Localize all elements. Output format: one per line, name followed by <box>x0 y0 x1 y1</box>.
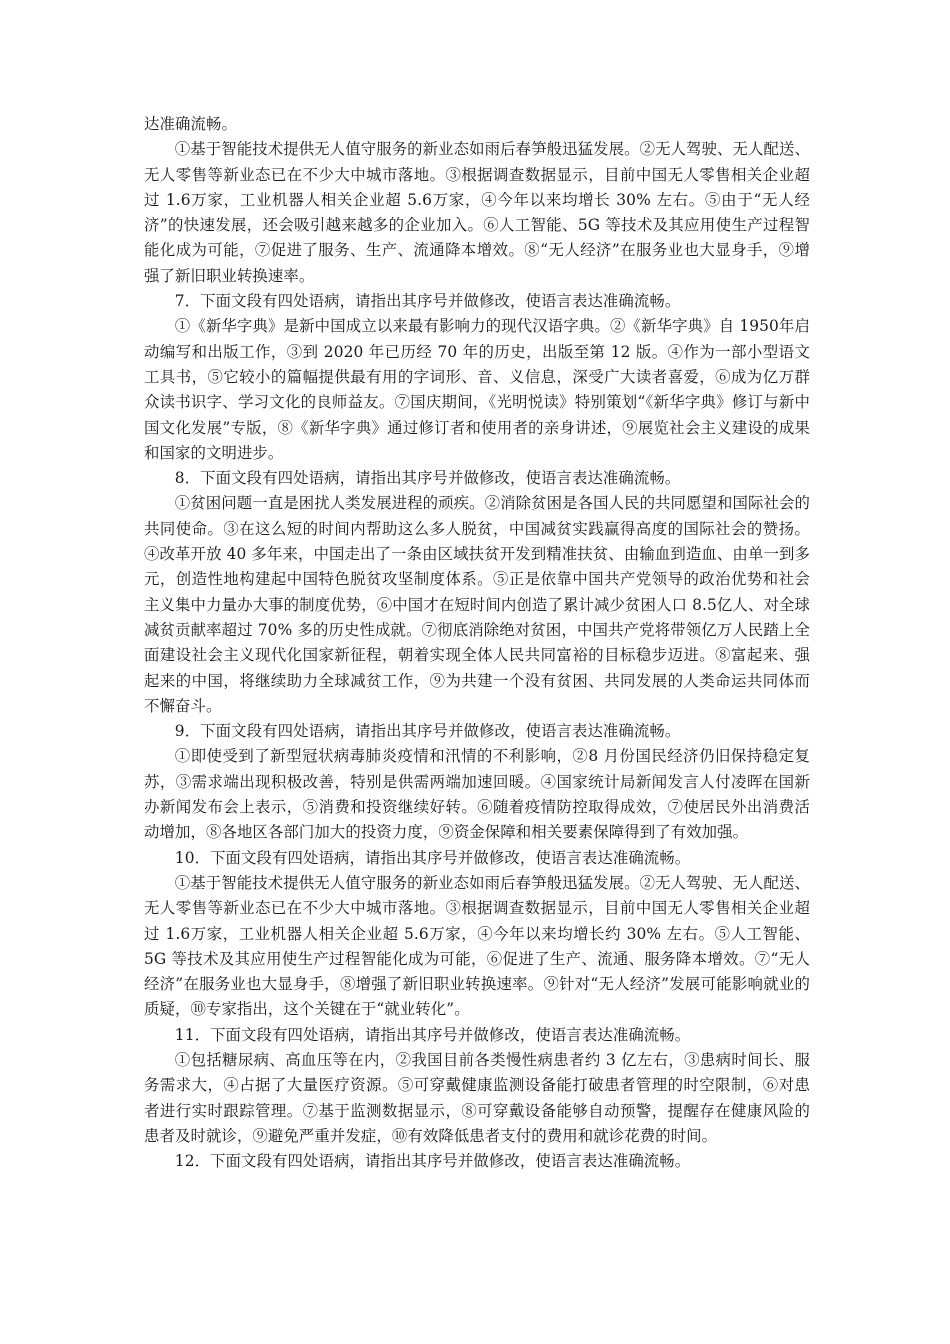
question-7: 7．下面文段有四处语病，请指出其序号并做修改，使语言表达准确流畅。 <box>174 292 681 311</box>
document-page <box>144 112 810 1174</box>
paragraph-passage-8: ①贫困问题一直是困扰人类发展进程的顽疾。②消除贫困是各国人民的共同愿望和国际社会的共同使命。③在这么短的时间内帮助这么多人脱贫，中国减贫实践赢得高度的国际社会的赞扬。④改革开放 40 多年来，中国走出了一条由区域扶贫开发到精准扶贫、由输血到造血、由单一到多元，创造性地构建起中国特色脱贫攻坚制度体系。⑤正是依靠中国共产党领导的政治优势和社会主义集中力量办大事的制度优势，⑥中国才在短时间内创造了累计减少贫困人口 8.5亿人、对全球减贫贡献率超过 70% 多的历史性成就。⑦彻底消除绝对贫困，中国共产党将带领亿万人民踏上全面建设社会主义现代化国家新征程，朝着实现全体人民共同富裕的目标稳步迈进。⑧富起来、强起来的中国，将继续助力全球减贫工作，⑨为共建一个没有贫困、共同发展的人类命运共同体而不懈奋斗。 <box>144 494 810 715</box>
paragraph-continuation: 达准确流畅。 <box>144 115 237 133</box>
paragraph-passage-6: ①基于智能技术提供无人值守服务的新业态如雨后春笋般迅猛发展。②无人驾驶、无人配送、无人零售等新业态已在不少大中城市落地。③根据调查数据显示，目前中国无人零售相关企业超过 1.6万家，工业机器人相关企业超 5.6万家，④今年以来均增长 30% 左右。⑤由于“无人经济”的快速发展，还会吸引越来越多的企业加入。⑥人工智能、5G 等技术及其应用使生产过程智能化成为可能，⑦促进了服务、生产、流通降本增效。⑧“无人经济”在服务业也大显身手，⑨增强了新旧职业转换速率。 <box>144 140 810 285</box>
question-12: 12．下面文段有四处语病，请指出其序号并做修改，使语言表达准确流畅。 <box>174 1152 691 1171</box>
question-8: 8．下面文段有四处语病，请指出其序号并做修改，使语言表达准确流畅。 <box>174 469 681 488</box>
question-9: 9．下面文段有四处语病，请指出其序号并做修改，使语言表达准确流畅。 <box>174 722 681 741</box>
paragraph-passage-9: ①即使受到了新型冠状病毒肺炎疫情和汛情的不利影响，②8 月份国民经济仍旧保持稳定复苏，③需求端出现积极改善，特别是供需两端加速回暖。④国家统计局新闻发言人付凌晖在国新办新闻发布会上表示，⑤消费和投资继续好转。⑥随着疫情防控取得成效，⑦使居民外出消费活动增加，⑧各地区各部门加大的投资力度，⑨资金保障和相关要素保障得到了有效加强。 <box>144 747 810 842</box>
question-10: 10．下面文段有四处语病，请指出其序号并做修改，使语言表达准确流畅。 <box>174 848 691 867</box>
paragraph-passage-11: ①包括糖尿病、高血压等在内，②我国目前各类慢性病患者约 3 亿左右，③患病时间长、服务需求大，④占据了大量医疗资源。⑤可穿戴健康监测设备能打破患者管理的时空限制，⑥对患者进行实时跟踪管理。⑦基于监测数据显示，⑧可穿戴设备能够自动预警，提醒存在健康风险的患者及时就诊，⑨避免严重并发症，⑩有效降低患者支付的费用和就诊花费的时间。 <box>144 1050 810 1145</box>
paragraph-passage-10: ①基于智能技术提供无人值守服务的新业态如雨后春笋般迅猛发展。②无人驾驶、无人配送、无人零售等新业态已在不少大中城市落地。③根据调查数据显示，目前中国无人零售相关企业超过 1.6万家，工业机器人相关企业超 5.6万家，④今年以来均增长约 30% 左右。⑤人工智能、5G 等技术及其应用使生产过程智能化成为可能，⑥促进了生产、流通、服务降本增效。⑦“无人经济”在服务业也大显身手，⑧增强了新旧职业转换速率。⑨针对“无人经济”发展可能影响就业的质疑，⑩专家指出，这个关键在于“就业转化”。 <box>144 873 810 1019</box>
paragraph-passage-7: ①《新华字典》是新中国成立以来最有影响力的现代汉语字典。②《新华字典》自 1950年启动编写和出版工作，③到 2020 年已历经 70 年的历史，出版至第 12 版。④作为一部小型语文工具书，⑤它较小的篇幅提供最有用的字词形、音、义信息，深受广大读者喜爱，⑥成为亿万群众读书识字、学习文化的良师益友。⑦国庆期间，《光明悦读》特别策划“《新华字典》修订与新中国文化发展”专版，⑧《新华字典》通过修订者和使用者的亲身讲述，⑨展览社会主义建设的成果和国家的文明进步。 <box>144 317 810 462</box>
question-11: 11．下面文段有四处语病，请指出其序号并做修改，使语言表达准确流畅。 <box>174 1025 691 1044</box>
